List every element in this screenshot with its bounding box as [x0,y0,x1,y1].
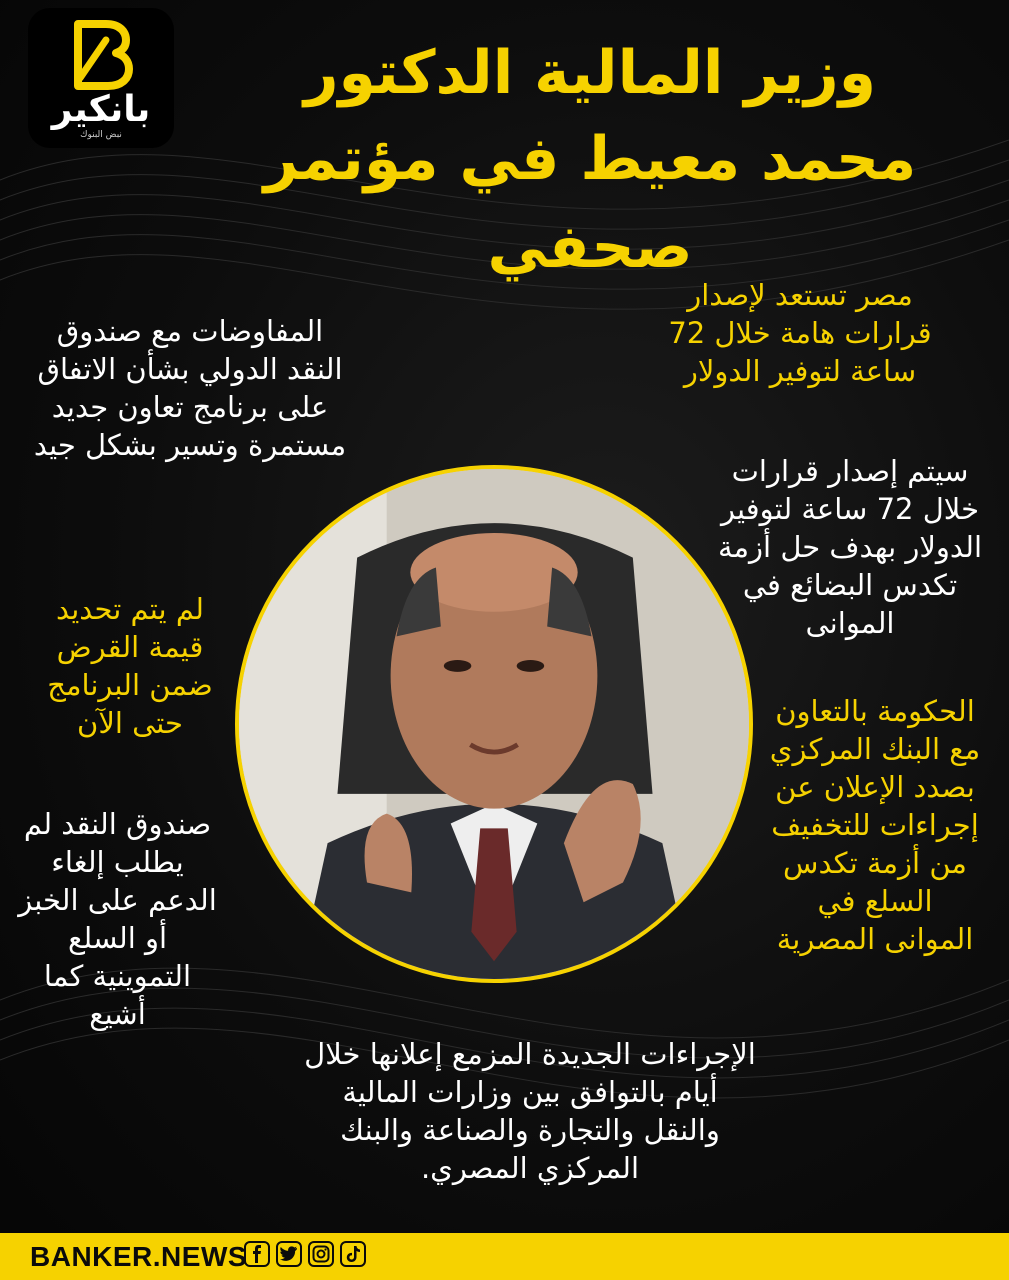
logo-brand-text: بانكير [51,89,151,130]
footer-site-name[interactable]: BANKER.NEWS [30,1241,248,1272]
facebook-icon[interactable] [244,1241,270,1267]
point-mid-right-line: سيتم إصدار قرارات [731,454,969,488]
point-top-left-line: على برنامج تعاون جديد [51,390,329,424]
minister-portrait [235,465,753,983]
point-top-right-line: مصر تستعد لإصدار [687,278,913,312]
tiktok-icon[interactable] [340,1241,366,1267]
banker-logo [28,8,174,148]
headline-line-1: وزير المالية الدكتور [303,38,877,108]
point-low-right-line: مع البنك المركزي [769,732,981,766]
banker-b-logo-icon [66,18,138,90]
point-mid-right-line: الموانى [805,606,895,640]
point-low-right-line: الموانى المصرية [776,922,974,956]
point-low-left-line: التموينية كما [43,959,192,993]
point-top-left-line: النقد الدولي بشأن الاتفاق [37,352,343,386]
social-icons [244,1241,366,1267]
headline-line-3: صحفي [487,212,693,282]
point-mid-left [20,590,240,742]
point-bottom [280,1035,780,1187]
point-top-right-line: ساعة لتوفير الدولار [683,354,917,388]
point-top-right [650,276,950,390]
point-mid-left-line: حتى الآن [77,706,183,740]
logo-tagline: نبض البنوك [80,130,122,140]
point-low-right-line: من أزمة تكدس [783,846,967,880]
point-mid-left-line: قيمة القرض [56,630,204,664]
point-low-right-line: بصدد الإعلان عن [775,770,975,804]
twitter-icon[interactable] [276,1241,302,1267]
point-bottom-line: الإجراءات الجديدة المزمع إعلانها خلال [304,1037,756,1071]
portrait-illustration [239,469,749,979]
point-mid-right-line: خلال 72 ساعة لتوفير [720,492,980,526]
point-mid-left-line: لم يتم تحديد [55,592,204,626]
point-low-left-line: أو السلع [67,921,168,955]
point-bottom-line: المركزي المصري. [420,1151,640,1185]
point-top-left-line: المفاوضات مع صندوق [56,314,324,348]
point-mid-right-line: الدولار بهدف حل أزمة [717,530,983,564]
headline-line-2: محمد معيط في مؤتمر [263,124,917,194]
point-low-right-line: إجراءات للتخفيف [771,808,979,842]
point-top-right-line: قرارات هامة خلال 72 [668,316,932,350]
point-low-left-line: صندوق النقد لم [23,807,212,841]
point-low-left-line: يطلب إلغاء [51,845,184,879]
point-bottom-line: أيام بالتوافق بين وزارات المالية [342,1075,718,1109]
point-low-left-line: أشيع [89,997,146,1031]
point-low-right-line: السلع في [817,884,933,918]
point-mid-right-line: تكدس البضائع في [742,568,958,602]
instagram-icon[interactable] [308,1241,334,1267]
point-top-left-line: مستمرة وتسير بشكل جيد [33,428,347,462]
point-low-left [5,805,230,1033]
point-mid-left-line: ضمن البرنامج [47,668,213,702]
point-bottom-line: والنقل والتجارة والصناعة والبنك [340,1113,720,1147]
point-top-left [10,312,370,464]
footer-bar [0,1233,1009,1280]
point-low-right [745,692,1005,958]
point-low-right-line: الحكومة بالتعاون [775,694,975,728]
point-mid-right [700,452,1000,642]
point-low-left-line: الدعم على الخبز [18,883,217,917]
